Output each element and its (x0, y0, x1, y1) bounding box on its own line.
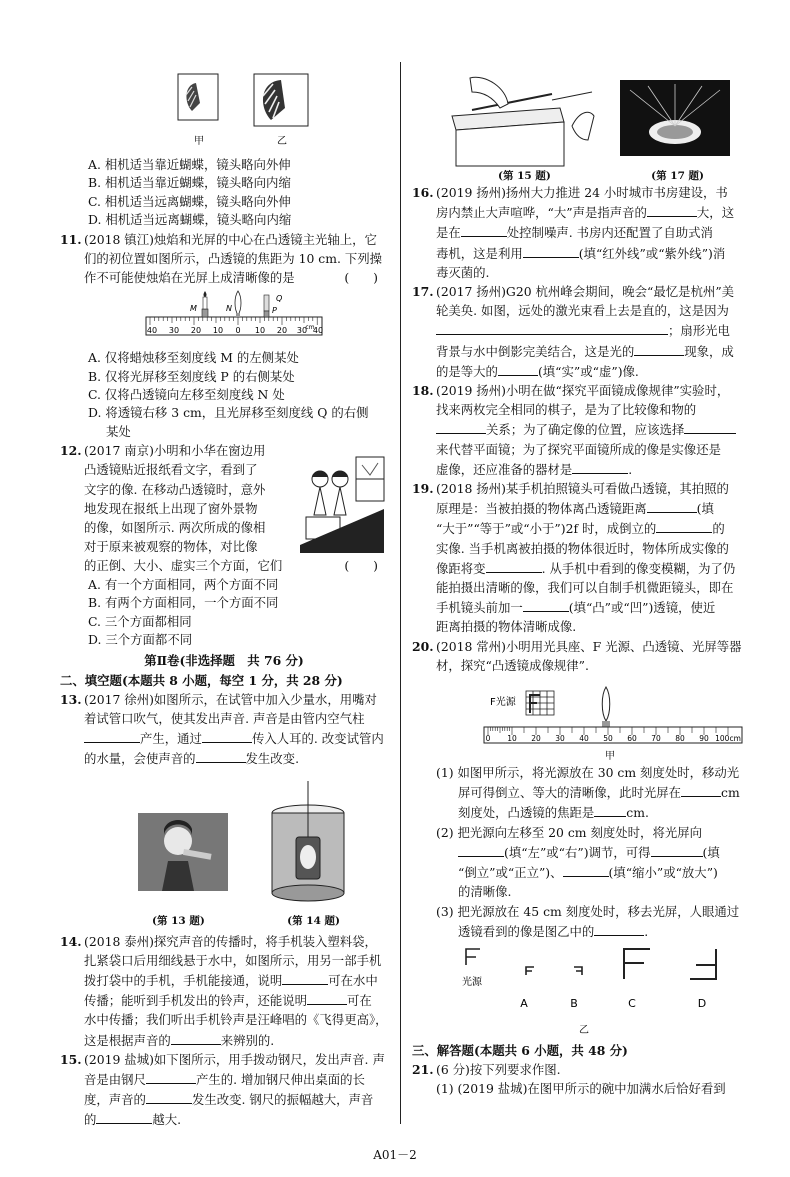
q14-text: 可在 (347, 993, 372, 1009)
fig2-source-label: 光源 (462, 976, 482, 988)
q17-text: (填“实”或“虚”)像. (537, 363, 639, 379)
q14-text: 可在水中 (328, 972, 378, 988)
q15-text: 产生的. 增加钢尺伸出桌面的长 (195, 1071, 365, 1087)
window-kids-figure (296, 449, 388, 553)
q19-text: 手机镜头前加一 (436, 600, 523, 616)
q17-text: ；扇形光电 (668, 323, 730, 339)
ruler-tick: 20 (531, 734, 541, 744)
q21-line: (1) (2019 盐城)在图甲所示的碗中加满水后恰好看到 (436, 1081, 726, 1097)
q12-line: 凸透镜贴近报纸看文字，看到了 (84, 462, 258, 478)
option-a: A. 仅将蜡烛移至刻度线 M 的左侧某处 (88, 350, 299, 366)
q20-text: . (644, 923, 649, 939)
answer-blank[interactable] (523, 243, 579, 258)
q19-text: 的 (712, 521, 725, 537)
answer-blank[interactable] (634, 341, 684, 356)
q13-line: (2017 徐州)如图所示，在试管中加入少量水，用嘴对 (84, 691, 377, 707)
q16-text: 房内禁止大声喧哗，“大”声是指声音的 (436, 205, 647, 221)
q15-text: 发生改变. 钢尺的振幅越大，声音 (191, 1092, 374, 1108)
label-q: Q (276, 294, 283, 304)
answer-blank[interactable] (486, 558, 542, 573)
q17-line: 轮美奂. 如图，远处的激光束看上去是直的，这是因为 (436, 303, 729, 319)
answer-blank[interactable] (498, 361, 538, 376)
q20-text: (填 (702, 844, 720, 860)
q16-text: 是在 (436, 225, 461, 241)
option-b: B. 仅将光屏移至刻度线 P 的右侧某处 (88, 368, 295, 384)
fig-label-yi: 乙 (277, 136, 287, 147)
q13-text: 传入人耳的. 改变试管内 (251, 731, 384, 747)
answer-blank[interactable] (282, 970, 328, 985)
answer-blank[interactable] (563, 862, 609, 877)
q16-line: 毒灭菌的. (436, 264, 490, 280)
q15-line: (2019 盐城)如下图所示，用手拨动钢尺，发出声音. 声 (84, 1051, 385, 1067)
q15-text: 的 (84, 1112, 97, 1128)
q10-options (60, 156, 388, 230)
q20-line: 材，探究“凸透镜成像规律”. (436, 657, 589, 673)
q14-text: 这是根据声音的 (84, 1032, 171, 1048)
question-20 (412, 637, 744, 763)
ruler-tick: 40 (146, 326, 158, 336)
question-17 (412, 282, 744, 381)
q19-line: (2018 扬州)某手机拍照镜头可看做凸透镜，其拍照的 (436, 481, 729, 497)
q12-line: (2017 南京)小明和小华在窗边用 (84, 443, 266, 459)
q11-number: 11. (60, 231, 82, 247)
q19-text: 原理是：当被拍摄的物体离凸透镜距离 (436, 501, 647, 517)
q20-text: (填“左”或“右”)调节，可得 (504, 844, 651, 860)
answer-blank[interactable] (647, 202, 697, 217)
q16-line: (2019 扬州)扬州大力推进 24 小时城市书房建设，书 (436, 185, 728, 200)
question-18 (412, 381, 744, 479)
answer-blank[interactable] (461, 222, 507, 237)
page-number: A01－2 (373, 1148, 417, 1162)
q18-number: 18. (412, 383, 434, 399)
question-19 (412, 479, 744, 637)
q12-line: 对于原来被观察的物体，对比像 (84, 539, 258, 555)
label-p: P (272, 306, 277, 316)
option-d: D. 相机适当远离蝴蝶，镜头略向内缩 (88, 212, 292, 228)
q16-number: 16. (412, 185, 434, 200)
q13-line: 着试管口吹气，使其发出声音. 声音是由管内空气柱 (84, 710, 365, 726)
q14-line: (2018 泰州)探究声音的传播时，将手机装入塑料袋， (84, 933, 377, 949)
part-2-title: 第Ⅱ卷(非选择题 共 76 分) (144, 653, 304, 669)
column-divider (400, 62, 401, 1124)
answer-blank[interactable] (202, 728, 252, 743)
ruler-tick: 10 (507, 734, 517, 744)
answer-blank[interactable] (523, 597, 569, 612)
answer-blank[interactable] (647, 498, 697, 513)
q13-q14-figures (60, 777, 388, 913)
q18-line: (2019 扬州)小明在做“探究平面镜成像规律”实验时， (436, 383, 730, 399)
left-column (60, 70, 388, 1130)
ruler-tick: 40 (312, 326, 324, 336)
q11-options (60, 349, 388, 441)
f-source-label: F光源 (490, 697, 516, 709)
q20-text: 刻度处，凸透镜的焦距是 (458, 805, 595, 821)
q11-line: 作不可能使烛焰在光屏上成清晰像的是 (84, 270, 295, 286)
q20-text: cm (721, 785, 740, 801)
answer-blank[interactable] (594, 921, 644, 936)
answer-paren: ( ) (344, 558, 388, 574)
q14-text: 传播；能听到手机发出的铃声，还能说明 (84, 993, 308, 1009)
q13-text: 产生，通过 (140, 731, 202, 747)
answer-blank[interactable] (196, 748, 246, 763)
option-c: C. 相机适当远离蝴蝶，镜头略向外伸 (88, 193, 291, 209)
optical-bench-figure-jia (436, 683, 744, 763)
q12-number: 12. (60, 443, 82, 459)
q19-text: “大于”“等于”或“小于”)2f 时，成倒立的 (436, 521, 657, 537)
ruler-tick: 30 (296, 326, 308, 336)
ruler-tick: 10 (212, 326, 224, 336)
q14-text: 来辨别的. (220, 1032, 275, 1048)
q13-number: 13. (60, 691, 82, 707)
answer-blank[interactable] (594, 802, 626, 817)
ruler-tick: 0 (485, 734, 491, 744)
q20-text: “倒立”或“正立”)、 (458, 865, 563, 881)
answer-blank[interactable] (572, 459, 628, 474)
q16-text: 毒机，这是利用 (436, 245, 523, 261)
question-14 (60, 932, 388, 1050)
option-a: A. 有一个方面相同，两个方面不同 (88, 576, 279, 592)
q14-line: 扎紧袋口后用细线悬于水中，如图所示，用另一部手机 (84, 952, 382, 968)
q20-text: 屏可得倒立、等大的清晰像，此时光屏在 (458, 785, 682, 801)
ruler-tick: 60 (627, 734, 637, 744)
q18-text: 关系；为了确定像的位置，应该选择 (486, 422, 685, 438)
question-13 (60, 690, 388, 769)
fig-caption-jia: 甲 (605, 751, 615, 763)
option-label-d: D (697, 996, 707, 1010)
caption-q13: (第 13 题) (152, 914, 205, 927)
q18-text: 虚像，还应准备的器材是 (436, 461, 573, 477)
answer-blank[interactable] (171, 1030, 221, 1045)
q20-sub1-line: (1) 如图甲所示，将光源放在 30 cm 刻度处时，移动光 (436, 765, 740, 781)
question-16 (412, 183, 744, 282)
ruler-tick: 20 (276, 326, 288, 336)
q14-line: 水中传播；我们听出手机铃声是汪峰唱的《飞得更高》， (84, 1012, 388, 1028)
ruler-tick: 90 (699, 734, 709, 744)
q18-text: . (628, 461, 633, 477)
option-label-a: A (520, 996, 528, 1010)
q19-text: (填 (696, 501, 714, 517)
ruler-tick: 30 (168, 326, 180, 336)
q15-text: 越大. (152, 1112, 182, 1128)
q19-number: 19. (412, 481, 434, 497)
ruler-tick: 0 (235, 326, 241, 336)
butterfly-figure (60, 70, 388, 152)
answer-blank[interactable] (146, 1089, 192, 1104)
ruler-tick: 70 (651, 734, 661, 744)
q19-text: . 从手机中看到的像变模糊，为了仍 (541, 560, 736, 576)
q11-line: 们的初位置如图所示，凸透镜的焦距为 10 cm. 下列操 (84, 250, 383, 266)
q15-number: 15. (60, 1051, 82, 1067)
q14-number: 14. (60, 933, 82, 949)
q17-text: 的是等大的 (436, 363, 498, 379)
q12-line: 地发现在报纸上出现了窗外景物 (84, 500, 258, 516)
question-11 (60, 230, 388, 350)
q20-text: cm. (626, 805, 649, 821)
q12-options (60, 576, 388, 650)
section-2-heading: 二、填空题(本题共 8 小题，每空 1 分，共 28 分) (60, 672, 343, 688)
q16-text: 大，这 (696, 205, 735, 221)
option-label-c: C (628, 996, 636, 1010)
q19-line: 距离拍摄的物体清晰成像. (436, 619, 577, 635)
caption-q14: (第 14 题) (287, 914, 340, 927)
q20-subquestions (412, 763, 744, 941)
label-m: M (190, 304, 197, 314)
q16-text: 处控制噪声. 书房内还配置了自助式消 (506, 225, 713, 241)
answer-blank[interactable] (436, 320, 668, 335)
section-3-heading: 三、解答题(本题共 6 小题，共 48 分) (412, 1042, 628, 1058)
q15-text: 音是由钢尺 (84, 1071, 146, 1087)
option-a: A. 相机适当靠近蝴蝶，镜头略向外伸 (88, 157, 291, 172)
q15-q17-figures (412, 70, 744, 168)
option-d: D. 将透镜右移 3 cm，且光屏移至刻度线 Q 的右侧 (88, 405, 369, 421)
option-d-cont: 某处 (106, 423, 131, 439)
option-b: B. 相机适当靠近蝴蝶，镜头略向内缩 (88, 175, 291, 191)
q12-line: 文字的像. 在移动凸透镜时，意外 (84, 481, 266, 497)
label-n: N (226, 304, 232, 314)
ruler-tick: 80 (675, 734, 685, 744)
option-c: C. 仅将凸透镜向左移至刻度线 N 处 (88, 387, 285, 403)
option-d: D. 三个方面都不同 (88, 631, 193, 647)
q19-text: (填“凸”或“凹”)透镜，使近 (568, 600, 716, 616)
q21-line: (6 分)按下列要求作图. (436, 1062, 561, 1078)
q20-number: 20. (412, 638, 434, 654)
caption-q17: (第 17 题) (651, 170, 704, 182)
q19-text: 像距将变 (436, 560, 486, 576)
q20-text: 的清晰像. (458, 884, 512, 900)
q17-text: 现象，成 (684, 343, 734, 359)
q15-text: 度，声音的 (84, 1092, 146, 1108)
option-b: B. 有两个方面相同，一个方面不同 (88, 595, 279, 611)
ruler-tick: 100cm (715, 734, 741, 744)
q13-text: 的水量，会使声音的 (84, 751, 196, 767)
q12-line: 的像，如图所示. 两次所成的像相 (84, 520, 266, 536)
question-15 (60, 1050, 388, 1130)
q20-text: (填“缩小”或“放大”) (608, 865, 718, 881)
q18-line: 来代替平面镜；为了探究平面镜所成的像是实像还是 (436, 441, 721, 457)
question-12 (60, 441, 388, 575)
answer-blank[interactable] (146, 1069, 196, 1084)
q12-line: 的正倒、大小、虚实三个方面，它们 (84, 558, 283, 574)
answer-blank[interactable] (656, 518, 712, 533)
right-column (412, 70, 744, 1099)
answer-blank[interactable] (681, 782, 721, 797)
q21-number: 21. (412, 1062, 434, 1078)
ruler-tick: 20 (190, 326, 202, 336)
ruler-tick: 40 (579, 734, 589, 744)
q20-line: (2018 常州)小明用光具座、F 光源、凸透镜、光屏等器 (436, 638, 742, 654)
ruler-tick: 50 (603, 734, 613, 744)
q11-line: (2018 镇江)烛焰和光屏的中心在凸透镜主光轴上，它 (84, 231, 377, 247)
q20-sub2-line: (2) 把光源向左移至 20 cm 刻度处时，将光屏向 (436, 824, 703, 840)
ruler-unit: cm (305, 324, 315, 332)
q14-text: 拨打袋中的手机，手机能接通，说明 (84, 972, 283, 988)
answer-blank[interactable] (96, 1109, 152, 1124)
image-options-figure-yi (412, 945, 744, 1041)
ruler-tick: 30 (555, 734, 565, 744)
question-21 (412, 1060, 744, 1098)
q16-text: (填“红外线”或“紫外线”)消 (578, 245, 726, 261)
answer-blank[interactable] (684, 419, 736, 434)
answer-blank[interactable] (458, 842, 504, 857)
fig-caption-yi: 乙 (579, 1024, 589, 1036)
q17-text: 背景与水中倒影完美结合，这是光的 (436, 343, 635, 359)
answer-blank[interactable] (651, 842, 703, 857)
q19-line: 能拍摄出清晰的像，我们可以自制手机微距镜头，即在 (436, 580, 734, 596)
q13-text: 发生改变. (245, 751, 300, 767)
answer-paren: ( ) (344, 270, 388, 286)
q19-line: 实像. 当手机离被拍摄的物体很近时，物体所成实像的 (436, 540, 729, 556)
q18-line: 找来两枚完全相同的棋子，是为了比较像和物的 (436, 402, 697, 418)
answer-blank[interactable] (307, 990, 347, 1005)
optical-bench-figure (84, 289, 388, 349)
answer-blank[interactable] (436, 419, 486, 434)
q20-sub3-line: (3) 把光源放在 45 cm 刻度处时，移去光屏，人眼通过 (436, 903, 740, 919)
option-label-b: B (570, 996, 578, 1010)
q20-text: 透镜看到的像是图乙中的 (458, 923, 595, 939)
answer-blank[interactable] (84, 728, 140, 743)
ruler-tick: 10 (254, 326, 266, 336)
option-c: C. 三个方面都相同 (88, 613, 192, 629)
q17-number: 17. (412, 284, 434, 300)
caption-q15: (第 15 题) (498, 170, 551, 182)
q17-line: (2017 扬州)G20 杭州峰会期间，晚会“最忆是杭州”美 (436, 284, 735, 300)
fig-label-jia: 甲 (194, 136, 204, 147)
